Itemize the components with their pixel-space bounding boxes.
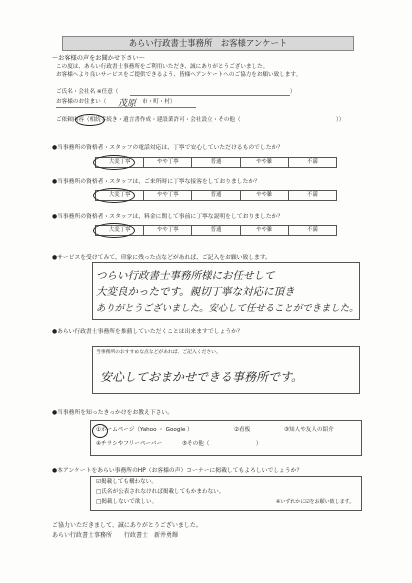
address-underline: [56, 107, 196, 108]
discovery-option-4[interactable]: ④チラシやフリーペーパー: [96, 441, 163, 447]
rating-option[interactable]: 大変丁寧: [108, 192, 131, 198]
name-close: ）: [290, 89, 296, 95]
address-label: お客様のお住まい（: [56, 99, 107, 105]
rating-option[interactable]: 不満: [288, 226, 336, 235]
rating-option[interactable]: やや丁寧: [143, 158, 191, 167]
intro-line-2: お客様へより良いサービスをご提供できるよう、皆様へアンケートへのご協力をお願い致します。: [56, 72, 302, 78]
signature: あらい行政書士事務所 行政書士 新井勇輝: [52, 532, 179, 539]
rating-option[interactable]: やや丁寧: [143, 191, 191, 200]
discovery-option-5-close: ）: [256, 441, 262, 447]
subtitle: ～お客様の声をお聞かせ下さい～: [52, 55, 145, 62]
selected-circle-q2: [93, 188, 135, 203]
question-7: ●本アンケートをあらい事務所のHP（お客様の声）コーナーに掲載してもよろしいでしょうか？: [52, 468, 303, 474]
publish-option-1[interactable]: ☑掲載しても構わない。: [96, 479, 157, 485]
name-underline[interactable]: [130, 95, 290, 96]
rating-option[interactable]: 普通: [191, 191, 239, 200]
discovery-option-2[interactable]: ②看板: [234, 427, 251, 433]
question-1: ●当事務所の資格者・スタッフの電話対応は、丁寧で安心していただけるものでしたか？: [52, 145, 284, 151]
question-2: ●当事務所の資格者・スタッフは、ご来所時に丁寧な接客をしておりましたか？: [52, 179, 260, 185]
intro-line-1: この度は、あらい行政書士事務所をご利用いただき、誠にありがとうございました。: [56, 64, 269, 70]
question-3: ●当事務所の資格者・スタッフは、料金に関して事前に丁寧な説明をしておりましたか？: [52, 214, 284, 220]
impression-line-2: 大変良かったです。親切丁寧な対応に頂き: [96, 286, 295, 298]
publish-note: ※いずれかに☑をお願い致します。: [276, 499, 355, 505]
rating-option[interactable]: 大変丁寧: [108, 227, 131, 233]
thanks-text: ご協力いただきまして、誠にありがとうございました。: [52, 522, 202, 529]
discovery-option-5[interactable]: ⑤その他（: [182, 441, 210, 447]
address-value: 茂原: [118, 99, 137, 109]
rating-option[interactable]: 普通: [191, 158, 239, 167]
rating-option[interactable]: 不満: [288, 158, 336, 167]
recommend-box-label: 当事務所のおすすめな点などがあれば、ご記入ください。: [96, 350, 221, 355]
discovery-option-1[interactable]: ①ホームページ（Yahoo ・ Google ）: [96, 427, 193, 433]
discovery-box[interactable]: [90, 420, 362, 456]
discovery-option-3[interactable]: ③知人や友人の紹介: [284, 427, 334, 433]
publish-option-2[interactable]: □氏名が公表されなければ掲載してもかまわない。: [96, 489, 225, 495]
rating-option[interactable]: やや雑: [240, 158, 288, 167]
page-title: あらい行政書士事務所 お客様アンケート: [62, 36, 354, 51]
selected-circle-q3: [93, 223, 135, 238]
selected-circle-q1: [93, 155, 135, 170]
impression-line-1: つらい行政書士事務所様にお任せして: [96, 270, 275, 282]
request-close: ））: [336, 117, 345, 123]
rating-option[interactable]: やや雑: [240, 191, 288, 200]
rating-option[interactable]: 普通: [191, 226, 239, 235]
question-6: ●当事務所を知ったきっかけをお教え下さい。: [52, 410, 174, 416]
discovery-selected-circle: [92, 424, 108, 438]
name-label: ご氏名・会社名 ※任意（: [56, 89, 119, 95]
request-selected-circle: [75, 114, 105, 126]
question-5: ●あらい行政書士事務所を推薦していただくことは出来ますでしょうか？: [52, 329, 243, 335]
rating-option[interactable]: 大変丁寧: [108, 159, 131, 165]
question-4: ●サービスを受けてみて、印象に残った点などがあれば、ご記入をお願い致します。: [52, 255, 271, 261]
impression-line-3: ありがとうございました。安心して任せることができました。: [96, 303, 359, 314]
request-label: ご依頼内容（相続手続き・遺言書作成・建設業許可・会社設立・その他（: [56, 117, 241, 123]
recommend-handwriting: 安心しておまかせできる事務所です。: [100, 370, 304, 384]
rating-option[interactable]: 不満: [288, 191, 336, 200]
address-suffix: 市・町・村）: [142, 99, 176, 105]
rating-option[interactable]: やや雑: [240, 226, 288, 235]
rating-option[interactable]: やや丁寧: [143, 226, 191, 235]
publish-option-3[interactable]: □掲載しないで欲しい。: [96, 499, 158, 505]
